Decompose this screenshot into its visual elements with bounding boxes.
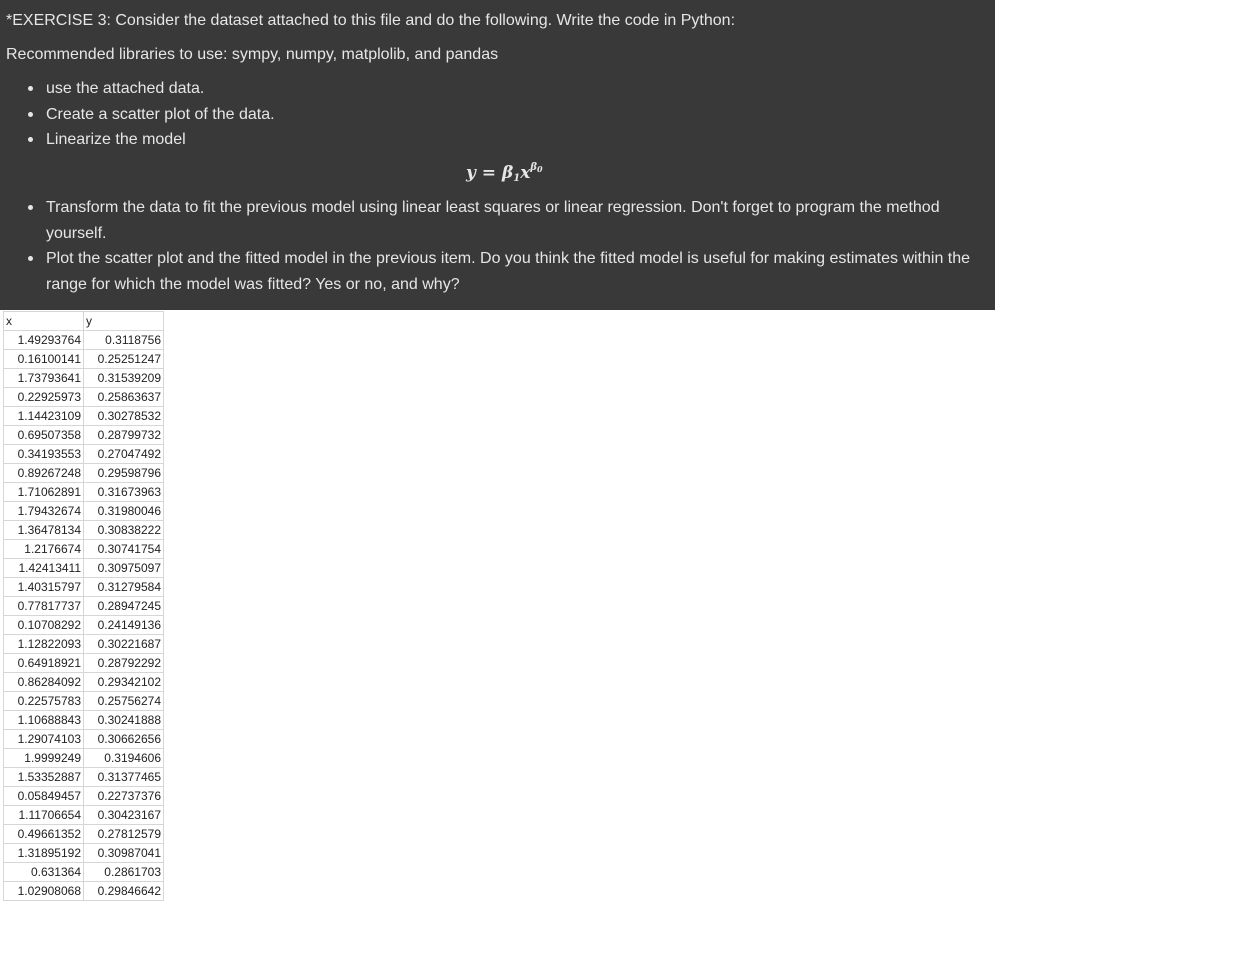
list-item-text: use the attached data. [46,80,205,97]
cell-x: 1.2176674 [4,540,84,559]
formula-exponent-symbol: β [530,162,538,173]
cell-y: 0.27812579 [84,825,164,844]
table-row [4,483,164,502]
cell-x: 1.42413411 [4,559,84,578]
cell-x: 0.16100141 [4,350,84,369]
cell-x: 0.89267248 [4,464,84,483]
cell-x: 1.11706654 [4,806,84,825]
table-row [4,445,164,464]
cell-y: 0.30662656 [84,730,164,749]
table-row [4,749,164,768]
cell-x: 0.22575783 [4,692,84,711]
table-row [4,882,164,901]
instruction-list-bottom [0,195,990,297]
cell-y: 0.28947245 [84,597,164,616]
cell-y: 0.29342102 [84,673,164,692]
column-header-y: y [84,312,164,331]
list-item [0,127,990,153]
table-row [4,806,164,825]
cell-y: 0.28792292 [84,654,164,673]
cell-x: 1.02908068 [4,882,84,901]
table-row [4,673,164,692]
cell-x: 1.14423109 [4,407,84,426]
bullet-icon [28,205,33,210]
cell-x: 1.71062891 [4,483,84,502]
cell-x: 1.36478134 [4,521,84,540]
exercise-panel [0,0,995,310]
list-item [0,102,990,128]
cell-y: 0.30838222 [84,521,164,540]
table-row [4,844,164,863]
table-row [4,616,164,635]
cell-y: 0.29846642 [84,882,164,901]
cell-y: 0.30278532 [84,407,164,426]
cell-x: 1.9999249 [4,749,84,768]
cell-x: 1.49293764 [4,331,84,350]
formula-exponent-subscript: 0 [537,164,543,174]
list-item [0,76,990,102]
column-header-x: x [4,312,84,331]
table-row [4,350,164,369]
formula-lhs: y [466,163,476,183]
bullet-icon [28,256,33,261]
cell-y: 0.25863637 [84,388,164,407]
list-item-text: Transform the data to fit the previous model using linear least squares or linear regression. Don't forget to program the method yourself. [46,199,940,242]
recommended-libraries: Recommended libraries to use: sympy, numpy, matplolib, and pandas [6,46,499,63]
cell-y: 0.30221687 [84,635,164,654]
list-item [0,195,990,246]
table-row [4,578,164,597]
table-row [4,521,164,540]
cell-y: 0.30241888 [84,711,164,730]
cell-y: 0.31539209 [84,369,164,388]
cell-y: 0.30987041 [84,844,164,863]
table-row [4,464,164,483]
model-formula [466,162,543,184]
table-row [4,654,164,673]
table-row [4,730,164,749]
cell-x: 0.34193553 [4,445,84,464]
exercise-title: *EXERCISE 3: Consider the dataset attached to this file and do the following. Write the code in Python: [6,12,736,29]
table-row [4,825,164,844]
cell-y: 0.29598796 [84,464,164,483]
table-row [4,502,164,521]
cell-x: 1.10688843 [4,711,84,730]
cell-x: 0.49661352 [4,825,84,844]
instruction-list-top [0,76,990,153]
data-table [3,311,164,901]
cell-x: 0.631364 [4,863,84,882]
cell-x: 0.86284092 [4,673,84,692]
table-row [4,863,164,882]
bullet-icon [28,86,33,91]
table-row [4,787,164,806]
cell-x: 0.69507358 [4,426,84,445]
cell-y: 0.25251247 [84,350,164,369]
table-row [4,426,164,445]
cell-x: 1.12822093 [4,635,84,654]
table-row [4,597,164,616]
formula-coefficient-subscript: 1 [513,173,521,184]
cell-x: 1.40315797 [4,578,84,597]
cell-y: 0.30975097 [84,559,164,578]
table-row [4,692,164,711]
bullet-icon [28,112,33,117]
table-row [4,331,164,350]
list-item-text: Create a scatter plot of the data. [46,105,275,123]
table-row [4,635,164,654]
formula-coefficient: β [501,163,514,183]
cell-x: 0.77817737 [4,597,84,616]
table-row [4,407,164,426]
cell-x: 0.10708292 [4,616,84,635]
cell-y: 0.3194606 [84,749,164,768]
table-row [4,388,164,407]
table-row [4,540,164,559]
list-item-text: Linearize the model [46,131,186,148]
cell-y: 0.3118756 [84,331,164,350]
cell-y: 0.24149136 [84,616,164,635]
cell-y: 0.31377465 [84,768,164,787]
cell-y: 0.30741754 [84,540,164,559]
cell-x: 1.29074103 [4,730,84,749]
table-row [4,711,164,730]
list-item-text: Plot the scatter plot and the fitted model in the previous item. Do you think the fitted model is useful for making estimates within the range for which the model was fitted? Yes or no, and why? [46,250,971,293]
table-row [4,559,164,578]
bullet-icon [28,137,33,142]
cell-y: 0.27047492 [84,445,164,464]
cell-y: 0.31673963 [84,483,164,502]
cell-y: 0.30423167 [84,806,164,825]
cell-x: 1.53352887 [4,768,84,787]
cell-x: 0.22925973 [4,388,84,407]
cell-y: 0.31279584 [84,578,164,597]
cell-x: 1.31895192 [4,844,84,863]
table-row [4,369,164,388]
cell-y: 0.25756274 [84,692,164,711]
cell-y: 0.22737376 [84,787,164,806]
formula-exponent [530,162,542,173]
table-row [4,768,164,787]
cell-y: 0.28799732 [84,426,164,445]
cell-x: 1.73793641 [4,369,84,388]
cell-x: 0.64918921 [4,654,84,673]
cell-x: 1.79432674 [4,502,84,521]
cell-x: 0.05849457 [4,787,84,806]
table-header-row [4,312,164,331]
table-body [4,331,164,901]
cell-y: 0.2861703 [84,863,164,882]
list-item [0,246,990,297]
cell-y: 0.31980046 [84,502,164,521]
formula-equals: = [475,163,502,183]
formula-base: x [520,163,531,183]
